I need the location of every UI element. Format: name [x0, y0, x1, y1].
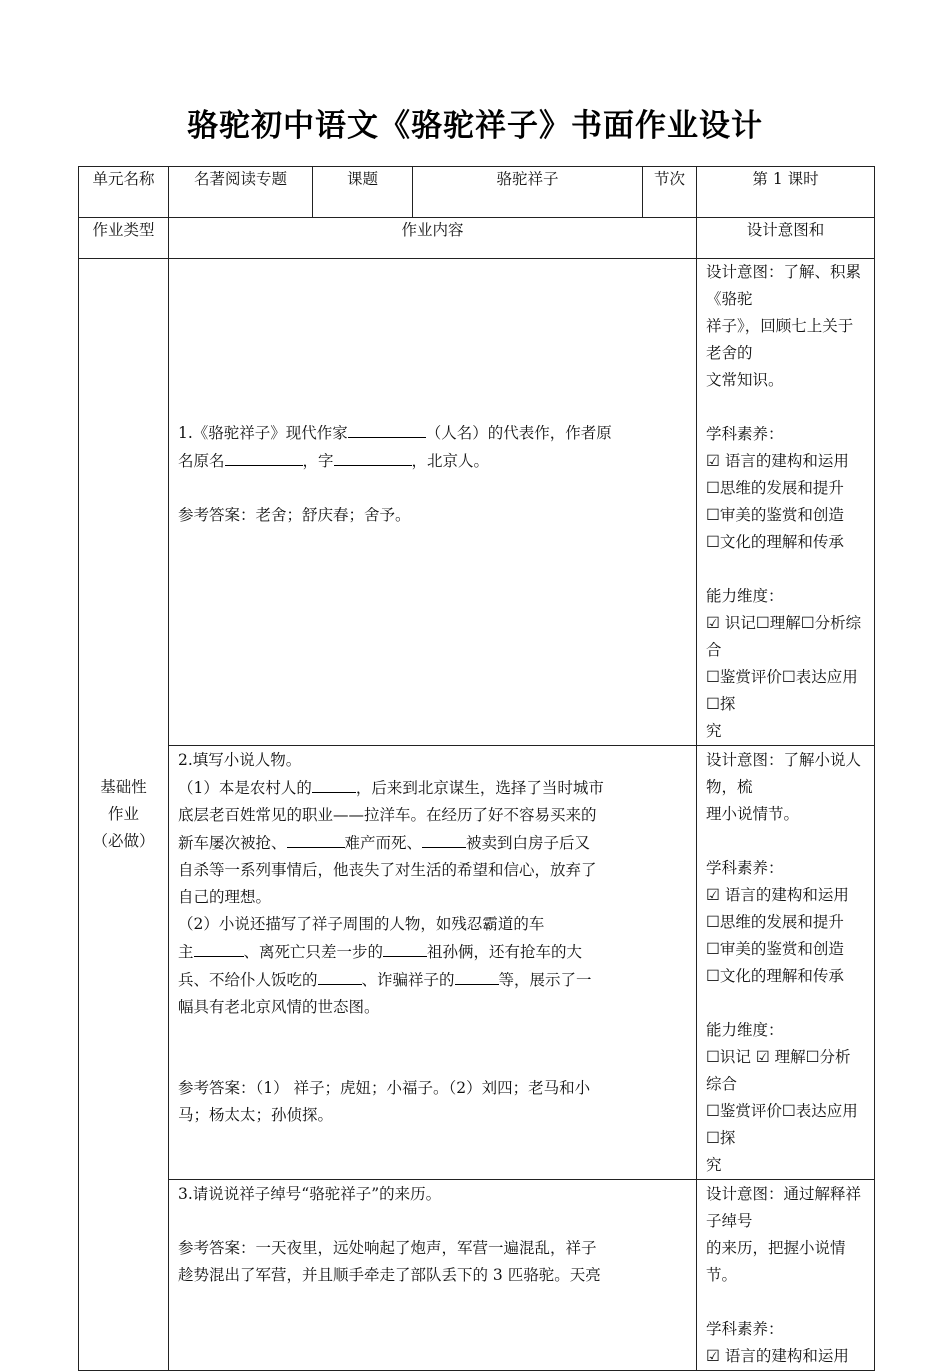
- question-2-cell: [169, 746, 697, 1180]
- reference-answer: 参考答案：一天夜里，远处响起了炮声，军营一遍混乱，祥子: [178, 1239, 597, 1257]
- ability-checkbox[interactable]: ☐鉴赏评价☐表达应用☐探: [706, 1102, 858, 1147]
- question-1-line: 名原名 ，字 ，北京人。: [178, 447, 688, 475]
- question-1-cell: [169, 259, 697, 746]
- reference-answer: 参考答案：（1） 祥子；虎妞；小福子。（2）刘四；老马和小: [178, 1079, 591, 1097]
- homework-type-cell: [79, 259, 169, 1371]
- homework-design-table: [78, 166, 875, 1371]
- reference-answer: 马；杨太太；孙侦探。: [178, 1106, 334, 1124]
- question-1-line: 1.《骆驼祥子》现代作家 （人名）的代表作，作者原: [178, 419, 688, 447]
- answer-blank[interactable]: [318, 966, 362, 985]
- question-row-1: [79, 259, 875, 746]
- intent-cell-3: [697, 1180, 875, 1371]
- answer-blank[interactable]: [287, 829, 345, 848]
- answer-blank[interactable]: [348, 419, 426, 438]
- topic-label-cell: 课题: [313, 167, 413, 218]
- literacy-checkbox[interactable]: ☑ 语言的建构和运用: [706, 1347, 849, 1365]
- ability-checkbox: 究: [706, 722, 722, 740]
- literacy-checkbox[interactable]: ☐审美的鉴赏和创造: [706, 940, 844, 958]
- question-3-line: 3.请说说祥子绰号“骆驼祥子”的来历。: [178, 1185, 442, 1203]
- ability-title: 能力维度：: [706, 1021, 784, 1039]
- intent-cell-2: [697, 746, 875, 1180]
- question-2-line: 幅具有老北京风情的世态图。: [178, 998, 380, 1016]
- answer-blank[interactable]: [334, 447, 412, 466]
- question-row-2: [79, 746, 875, 1180]
- intent-cell-1: [697, 259, 875, 746]
- literacy-title: 学科素养：: [706, 1320, 784, 1338]
- intent-label-cell: 设计意图和: [697, 218, 875, 259]
- literacy-checkbox[interactable]: ☐审美的鉴赏和创造: [706, 506, 844, 524]
- question-2-line: 自杀等一系列事情后，他丧失了对生活的希望和信心，放弃了: [178, 861, 597, 879]
- ability-checkbox: 究: [706, 1156, 722, 1174]
- content-label-cell: 作业内容: [169, 218, 697, 259]
- question-2-line: （1）本是农村人的 ，后来到北京谋生，选择了当时城市: [178, 774, 688, 802]
- question-2-line: 兵、不给仆人饭吃的 、诈骗祥子的 等，展示了一: [178, 966, 688, 994]
- intent-text: 祥子》，回顾七上关于老舍的: [706, 317, 854, 362]
- answer-blank[interactable]: [194, 938, 244, 957]
- reference-answer: 趁势混出了军营，并且顺手牵走了部队丢下的 3 匹骆驼。天亮: [178, 1266, 601, 1284]
- question-2-line: （2）小说还描写了祥子周围的人物，如残忍霸道的车: [178, 915, 545, 933]
- session-label-cell: 节次: [643, 167, 697, 218]
- ability-checkbox[interactable]: ☐识记 ☑ 理解☐分析综合: [706, 1048, 851, 1093]
- unit-label-cell: 单元名称: [79, 167, 169, 218]
- ability-checkbox[interactable]: ☑ 识记☐理解☐分析综合: [706, 614, 862, 659]
- question-2-line: 主 、离死亡只差一步的 祖孙俩，还有抢车的大: [178, 938, 688, 966]
- type-label-cell: 作业类型: [79, 218, 169, 259]
- document-title: 骆驼初中语文《骆驼祥子》书面作业设计: [187, 108, 763, 144]
- category-line: （必做）: [92, 832, 155, 850]
- intent-text: 设计意图：了解、积累《骆驼: [706, 263, 862, 308]
- answer-blank[interactable]: [455, 966, 499, 985]
- intent-text: 文常知识。: [706, 371, 784, 389]
- question-row-3: [79, 1180, 875, 1371]
- literacy-checkbox[interactable]: ☐思维的发展和提升: [706, 479, 844, 497]
- literacy-checkbox[interactable]: ☐思维的发展和提升: [706, 913, 844, 931]
- literacy-checkbox[interactable]: ☐文化的理解和传承: [706, 533, 844, 551]
- subheader-row: [79, 218, 875, 259]
- ability-title: 能力维度：: [706, 587, 784, 605]
- literacy-title: 学科素养：: [706, 425, 784, 443]
- reference-answer: 参考答案：老舍；舒庆春；舍予。: [178, 506, 411, 524]
- question-2-line: 2.填写小说人物。: [178, 751, 302, 769]
- ability-checkbox[interactable]: ☐鉴赏评价☐表达应用☐探: [706, 668, 858, 713]
- session-value-cell: 第 1 课时: [697, 167, 875, 218]
- literacy-checkbox[interactable]: ☐文化的理解和传承: [706, 967, 844, 985]
- question-2-line: 底层老百姓常见的职业——拉洋车。在经历了好不容易买来的: [178, 806, 597, 824]
- literacy-checkbox[interactable]: ☑ 语言的建构和运用: [706, 452, 849, 470]
- literacy-title: 学科素养：: [706, 859, 784, 877]
- answer-blank[interactable]: [383, 938, 427, 957]
- answer-blank[interactable]: [422, 829, 466, 848]
- category-line: 作业: [107, 805, 139, 823]
- question-3-cell: [169, 1180, 697, 1371]
- literacy-checkbox[interactable]: ☑ 语言的建构和运用: [706, 886, 849, 904]
- question-2-line: 新车屡次被抢、 难产而死、 被卖到白房子后又: [178, 829, 688, 857]
- unit-value-cell: 名著阅读专题: [169, 167, 313, 218]
- topic-value-cell: 骆驼祥子: [413, 167, 643, 218]
- intent-text: 理小说情节。: [706, 805, 800, 823]
- intent-text: 的来历，把握小说情节。: [706, 1239, 846, 1284]
- category-line: 基础性: [100, 778, 147, 796]
- question-2-line: 自己的理想。: [178, 888, 272, 906]
- header-row: [79, 167, 875, 218]
- answer-blank[interactable]: [225, 447, 303, 466]
- answer-blank[interactable]: [312, 774, 356, 793]
- intent-text: 设计意图：通过解释祥子绰号: [706, 1185, 862, 1230]
- intent-text: 设计意图：了解小说人物，梳: [706, 751, 862, 796]
